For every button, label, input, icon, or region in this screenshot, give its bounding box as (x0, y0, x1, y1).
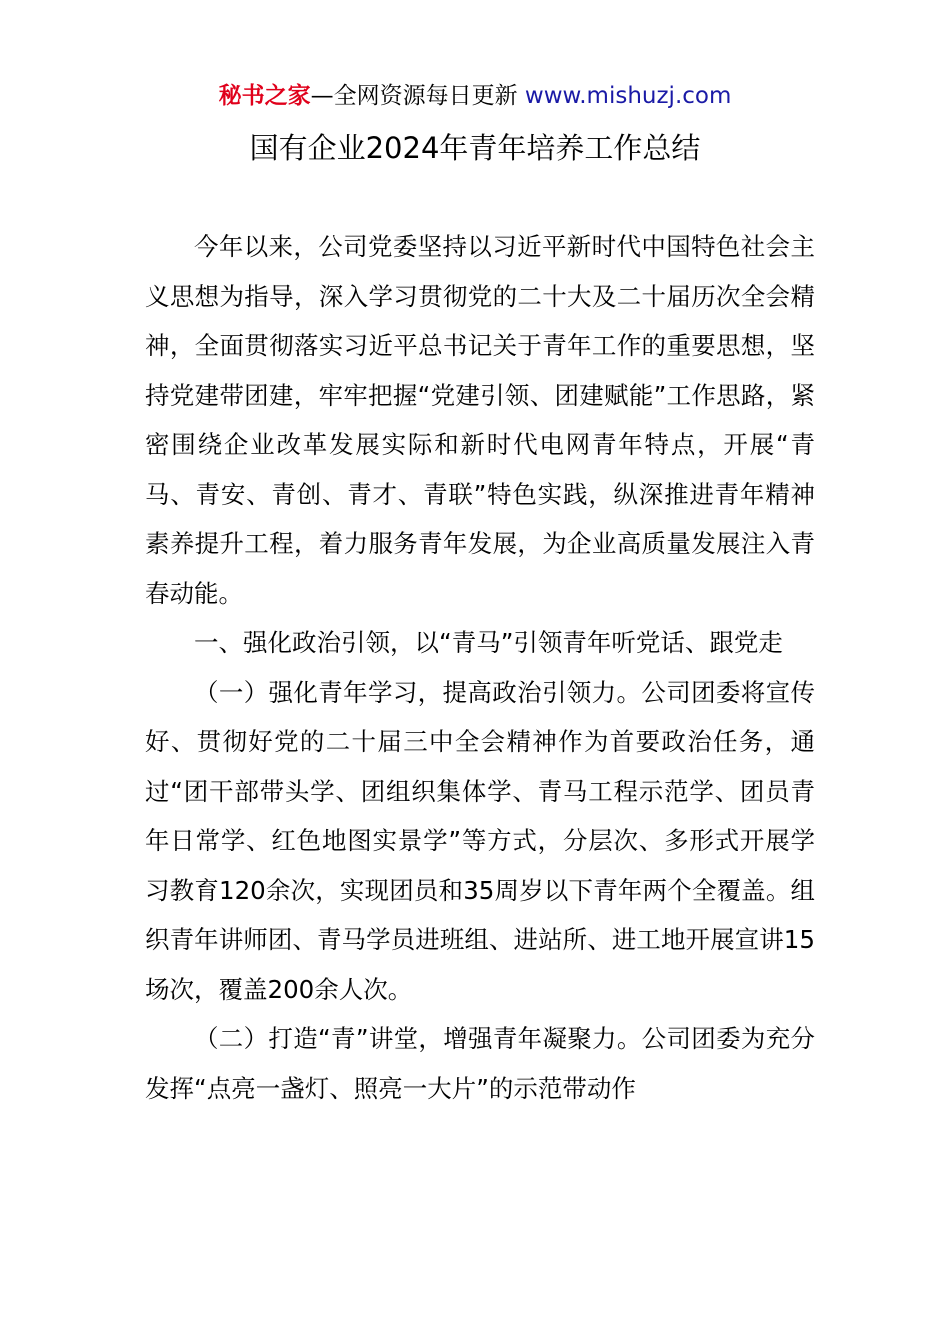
site-url-link[interactable]: www.mishuzj.com (524, 83, 732, 109)
paragraph-intro: 今年以来，公司党委坚持以习近平新时代中国特色社会主义思想为指导，深入学习贯彻党的二十大及二十届历次全会精神，全面贯彻落实习近平总书记关于青年工作的重要思想，坚持党建带团建，牢牢把握“党建引领、团建赋能”工作思路，紧密围绕企业改革发展实际和新时代电网青年特点，开展“青马、青安、青创、青才、青联”特色实践，纵深推进青年精神素养提升工程，着力服务青年发展，为企业高质量发展注入青春动能。 (145, 232, 815, 608)
paragraph-subsection-1: （一）强化青年学习，提高政治引领力。公司团委将宣传好、贯彻好党的二十届三中全会精神作为首要政治任务，通过“团干部带头学、团组织集体学、青马工程示范学、团员青年日常学、红色地图实景学”等方式，分层次、多形式开展学习教育120余次，实现团员和35周岁以下青年两个全覆盖。组织青年讲师团、青马学员进班组、进站所、进工地开展宣讲15场次，覆盖200余人次。 (145, 677, 815, 1004)
document-body (145, 222, 815, 1113)
site-brand: 秘书之家 (218, 83, 311, 109)
paragraph-subsection-2: （二）打造“青”讲堂，增强青年凝聚力。公司团委为充分发挥“点亮一盏灯、照亮一大片”的示范带动作 (145, 1024, 815, 1103)
site-tagline: —全网资源每日更新 (310, 83, 518, 109)
section-heading-1: 一、强化政治引领，以“青马”引领青年听党话、跟党走 (194, 628, 783, 657)
site-header (0, 80, 950, 112)
document-title: 国有企业2024年青年培养工作总结 (249, 131, 701, 165)
